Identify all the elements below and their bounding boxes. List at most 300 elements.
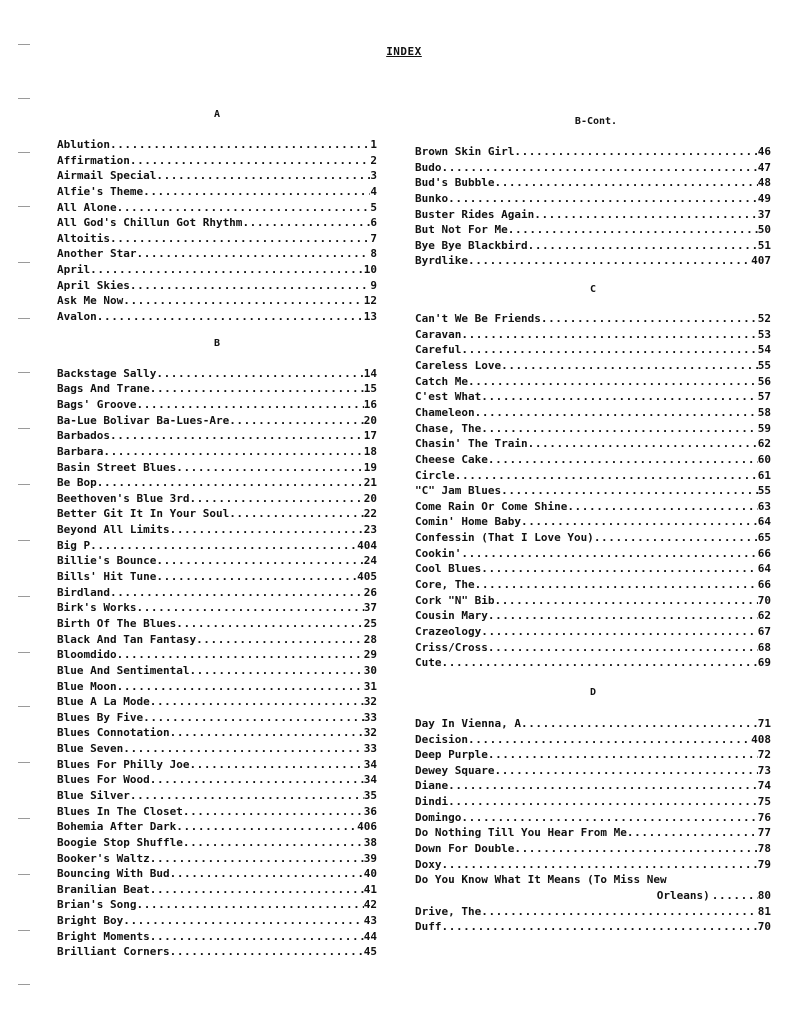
section-b-cont-entries [415, 144, 771, 269]
entry-page-number: 66 [757, 546, 771, 560]
entry-title: Birdland [57, 585, 110, 599]
entry-page-number: 81 [757, 904, 771, 918]
index-entry [57, 278, 377, 294]
index-entry [57, 506, 377, 522]
entry-title: April Skies [57, 278, 130, 292]
entry-title: Dindi [415, 795, 449, 809]
leader-dots [117, 679, 364, 695]
leader-dots [183, 835, 364, 851]
entry-title: But Not For Me [415, 223, 508, 237]
index-entry [415, 640, 771, 656]
section-letter-b: B [213, 337, 221, 349]
index-entry [415, 358, 771, 374]
leader-dots [90, 538, 357, 554]
entry-title: Cousin Mary [415, 609, 488, 623]
index-entry [415, 593, 771, 609]
index-entry [415, 577, 771, 593]
index-entry [57, 475, 377, 491]
entry-title: Can't We Be Friends [415, 312, 541, 326]
entry-page-number: 55 [757, 359, 771, 373]
entry-title: Doxy [415, 857, 442, 871]
entry-page-number: 10 [363, 263, 377, 277]
leader-dots [176, 460, 364, 476]
entry-title: Drive, The [415, 904, 482, 918]
entry-page-number: 62 [757, 437, 771, 451]
index-entry [57, 944, 377, 960]
leader-dots [136, 397, 363, 413]
entry-page-number: 68 [757, 640, 771, 654]
entry-page-number: 49 [757, 191, 771, 205]
leader-dots [521, 514, 758, 530]
entry-title: Cute [415, 656, 442, 670]
entry-page-number: 17 [363, 429, 377, 443]
index-entry [415, 763, 771, 779]
entry-title-line1: Do You Know What It Means (To Miss New [415, 873, 667, 887]
entry-page-number: 9 [370, 278, 377, 292]
entry-page-number: 55 [757, 484, 771, 498]
index-entry [415, 530, 771, 546]
leader-dots [136, 600, 363, 616]
index-entry [57, 137, 377, 153]
index-entry [415, 374, 771, 390]
entry-page-number: 25 [363, 616, 377, 630]
index-entry [57, 600, 377, 616]
index-entry [57, 866, 377, 882]
leader-dots [461, 810, 757, 826]
entry-title: Blues Connotation [57, 726, 170, 740]
leader-dots [196, 632, 364, 648]
entry-page-number: 39 [363, 851, 377, 865]
leader-dots [594, 530, 758, 546]
leader-dots [242, 215, 370, 231]
index-entry [57, 710, 377, 726]
leader-dots [501, 358, 758, 374]
index-entry [57, 184, 377, 200]
leader-dots [117, 647, 364, 663]
leader-dots [488, 640, 758, 656]
entry-title: Avalon [57, 310, 97, 324]
entry-page-number: 7 [370, 231, 377, 245]
entry-page-number: 63 [757, 499, 771, 513]
index-entry [57, 293, 377, 309]
index-entry [57, 819, 377, 835]
leader-dots [501, 483, 758, 499]
index-entry [415, 191, 771, 207]
leader-dots [567, 499, 757, 515]
entry-page-number: 53 [757, 327, 771, 341]
leader-dots [442, 655, 758, 671]
index-entry [415, 608, 771, 624]
index-entry [57, 725, 377, 741]
section-letter-c: C [589, 284, 597, 296]
entry-page-number: 33 [363, 742, 377, 756]
entry-title: Comin' Home Baby [415, 515, 521, 529]
index-entry [57, 741, 377, 757]
leader-dots [488, 747, 758, 763]
index-entry [57, 168, 377, 184]
leader-dots [461, 546, 757, 562]
index-entry [415, 468, 771, 484]
index-entry [57, 231, 377, 247]
entry-title: Chameleon [415, 405, 475, 419]
scan-edge-marks [18, 0, 32, 1036]
section-a-entries [57, 137, 377, 325]
index-entry [57, 444, 377, 460]
entry-page-number: 32 [363, 695, 377, 709]
index-entry [415, 421, 771, 437]
left-column [57, 108, 377, 960]
index-entry [57, 679, 377, 695]
leader-dots [442, 160, 758, 176]
index-entry [415, 546, 771, 562]
entry-title: C'est What [415, 390, 482, 404]
leader-dots [189, 491, 363, 507]
index-entry-wrapped [415, 872, 771, 903]
entry-title: Blue Silver [57, 788, 130, 802]
index-entry [415, 436, 771, 452]
page-title: INDEX [386, 45, 422, 58]
leader-dots [528, 436, 758, 452]
entry-title: Cork "N" Bib [415, 593, 495, 607]
index-entry [57, 757, 377, 773]
leader-dots [97, 309, 364, 325]
entry-page-number: 37 [757, 207, 771, 221]
entry-page-number: 35 [363, 788, 377, 802]
leader-dots [475, 405, 758, 421]
leader-dots [143, 710, 364, 726]
entry-page-number: 65 [757, 531, 771, 545]
leader-dots [494, 763, 757, 779]
entry-page-number: 407 [751, 254, 771, 268]
entry-title: Branilian Beat [57, 882, 150, 896]
leader-dots [481, 389, 758, 405]
entry-title: Deep Purple [415, 748, 488, 762]
index-entry [57, 616, 377, 632]
section-c-entries [415, 311, 771, 671]
leader-dots [448, 778, 758, 794]
leader-dots [130, 788, 364, 804]
entry-page-number: 80 [757, 888, 771, 902]
leader-dots [156, 553, 363, 569]
leader-dots [229, 413, 364, 429]
index-entry [415, 919, 771, 935]
leader-dots [481, 561, 758, 577]
index-entry [415, 311, 771, 327]
entry-title: Catch Me [415, 374, 468, 388]
entry-page-number: 20 [363, 491, 377, 505]
entry-title: Blues By Five [57, 710, 144, 724]
index-entry [415, 207, 771, 223]
index-entry [57, 215, 377, 231]
leader-dots [712, 888, 758, 904]
entry-page-number: 60 [757, 452, 771, 466]
entry-page-number: 19 [363, 460, 377, 474]
entry-title: Alfie's Theme [57, 184, 144, 198]
leader-dots [130, 278, 371, 294]
index-entry [415, 514, 771, 530]
leader-dots [110, 585, 364, 601]
leader-dots [521, 716, 758, 732]
entry-title: Altoitis [57, 231, 110, 245]
entry-title: Billie's Bounce [57, 554, 157, 568]
entry-title: Circle [415, 468, 455, 482]
entry-title: Budo [415, 160, 442, 174]
entry-page-number: 48 [757, 176, 771, 190]
entry-title-line2: Orleans) [656, 888, 710, 902]
leader-dots [143, 184, 370, 200]
entry-title: Crazeology [415, 624, 482, 638]
leader-dots [150, 694, 364, 710]
entry-title: Byrdlike [415, 254, 468, 268]
leader-dots [475, 577, 758, 593]
entry-page-number: 47 [757, 160, 771, 174]
leader-dots [514, 144, 757, 160]
entry-page-number: 66 [757, 578, 771, 592]
entry-page-number: 408 [751, 732, 771, 746]
leader-dots [455, 468, 758, 484]
entry-title: Bunko [415, 191, 449, 205]
leader-dots [189, 663, 363, 679]
index-entry [57, 851, 377, 867]
leader-dots [481, 904, 758, 920]
index-entry [57, 246, 377, 262]
index-entry [415, 144, 771, 160]
entry-page-number: 64 [757, 562, 771, 576]
index-entry [415, 624, 771, 640]
index-entry [57, 200, 377, 216]
index-entry [57, 397, 377, 413]
entry-title: Bye Bye Blackbird [415, 238, 528, 252]
leader-dots [468, 732, 751, 748]
entry-page-number: 72 [757, 748, 771, 762]
entry-title: Ablution [57, 138, 110, 151]
index-entry [57, 460, 377, 476]
index-entry [415, 452, 771, 468]
entry-page-number: 54 [757, 343, 771, 357]
index-entry [57, 262, 377, 278]
entry-page-number: 45 [363, 945, 377, 959]
entry-title: Blue A La Mode [57, 695, 150, 709]
index-entry [57, 569, 377, 585]
leader-dots [150, 381, 364, 397]
entry-page-number: 51 [757, 238, 771, 252]
entry-title: Caravan [415, 327, 462, 341]
entry-title: Ba-Lue Bolivar Ba-Lues-Are [57, 413, 230, 427]
leader-dots [508, 222, 758, 238]
leader-dots [150, 772, 364, 788]
entry-page-number: 70 [757, 920, 771, 934]
entry-page-number: 73 [757, 763, 771, 777]
leader-dots [170, 522, 364, 538]
entry-title: Brian's Song [57, 898, 137, 912]
entry-title: Black And Tan Fantasy [57, 632, 197, 646]
entry-title: Come Rain Or Come Shine [415, 499, 568, 513]
index-entry [57, 647, 377, 663]
entry-title: Criss/Cross [415, 640, 488, 654]
leader-dots [156, 168, 370, 184]
entry-page-number: 13 [363, 310, 377, 324]
leader-dots [176, 616, 364, 632]
leader-dots [541, 311, 758, 327]
entry-page-number: 71 [757, 716, 771, 730]
entry-title: Diane [415, 779, 449, 793]
entry-page-number: 52 [757, 312, 771, 326]
entry-title: Big P [57, 538, 91, 552]
entry-title: Booker's Waltz [57, 851, 150, 865]
entry-title: Bohemia After Dark [57, 820, 177, 834]
entry-title: Basin Street Blues [57, 460, 177, 474]
entry-title: Brilliant Corners [57, 945, 170, 959]
leader-dots [117, 200, 371, 216]
entry-page-number: 5 [370, 200, 377, 214]
index-entry [57, 882, 377, 898]
index-entry [415, 327, 771, 343]
leader-dots [481, 624, 758, 640]
leader-dots [528, 238, 758, 254]
index-entry [57, 491, 377, 507]
index-entry [57, 804, 377, 820]
leader-dots [481, 421, 758, 437]
entry-page-number: 57 [757, 390, 771, 404]
entry-page-number: 62 [757, 609, 771, 623]
index-entry [415, 825, 771, 841]
entry-page-number: 75 [757, 795, 771, 809]
leader-dots [461, 342, 757, 358]
index-entry [415, 561, 771, 577]
entry-page-number: 4 [370, 184, 377, 198]
index-entry [415, 389, 771, 405]
index-entry [415, 222, 771, 238]
entry-page-number: 20 [363, 413, 377, 427]
entry-title: Airmail Special [57, 169, 157, 183]
index-entry [415, 655, 771, 671]
entry-title: Blues In The Closet [57, 804, 183, 818]
entry-title: Ask Me Now [57, 294, 124, 308]
leader-dots [176, 819, 357, 835]
section-b-entries [57, 366, 377, 960]
leader-dots [468, 253, 751, 269]
entry-page-number: 30 [363, 663, 377, 677]
entry-page-number: 44 [363, 929, 377, 943]
entry-page-number: 37 [363, 601, 377, 615]
index-entry [415, 747, 771, 763]
leader-dots [442, 919, 758, 935]
leader-dots [110, 231, 370, 247]
leader-dots [123, 293, 364, 309]
entry-title: Bags' Groove [57, 397, 137, 411]
entry-title: Boogie Stop Shuffle [57, 835, 183, 849]
entry-page-number: 32 [363, 726, 377, 740]
entry-page-number: 78 [757, 841, 771, 855]
leader-dots [123, 913, 364, 929]
entry-page-number: 28 [363, 632, 377, 646]
entry-page-number: 70 [757, 593, 771, 607]
entry-page-number: 6 [370, 216, 377, 230]
index-entry [57, 553, 377, 569]
index-entry [57, 428, 377, 444]
entry-page-number: 69 [757, 656, 771, 670]
index-entry [415, 732, 771, 748]
section-letter-d: D [589, 686, 597, 698]
leader-dots [448, 191, 758, 207]
index-entry [57, 413, 377, 429]
entry-page-number: 58 [757, 405, 771, 419]
entry-title: Day In Vienna, A [415, 716, 521, 730]
entry-title: Decision [415, 732, 468, 746]
entry-page-number: 406 [357, 820, 377, 834]
entry-page-number: 61 [757, 468, 771, 482]
index-entry [57, 366, 377, 382]
index-entry [415, 175, 771, 191]
entry-page-number: 21 [363, 476, 377, 490]
entry-title: Beethoven's Blue 3rd [57, 491, 190, 505]
index-entry [57, 897, 377, 913]
entry-title: Confessin (That I Love You) [415, 531, 594, 545]
index-entry [415, 342, 771, 358]
index-entry [57, 663, 377, 679]
entry-title: Bud's Bubble [415, 176, 495, 190]
entry-page-number: 67 [757, 624, 771, 638]
entry-page-number: 76 [757, 810, 771, 824]
leader-dots [110, 137, 370, 153]
section-heading-b-cont: B-Cont. [574, 116, 618, 127]
leader-dots [103, 444, 363, 460]
entry-title: Birth Of The Blues [57, 616, 177, 630]
index-entry [57, 522, 377, 538]
section-d-entries [415, 716, 771, 935]
entry-title: Domingo [415, 810, 462, 824]
right-column [415, 115, 771, 935]
leader-dots [494, 175, 757, 191]
entry-page-number: 16 [363, 397, 377, 411]
index-entry [57, 929, 377, 945]
entry-page-number: 77 [757, 826, 771, 840]
entry-title: April [57, 263, 91, 277]
entry-page-number: 34 [363, 773, 377, 787]
leader-dots [170, 944, 364, 960]
entry-page-number: 24 [363, 554, 377, 568]
entry-title: Core, The [415, 578, 475, 592]
entry-page-number: 56 [757, 374, 771, 388]
entry-title: Barbara [57, 444, 104, 458]
entry-title: "C" Jam Blues [415, 484, 502, 498]
entry-page-number: 50 [757, 223, 771, 237]
entry-title: Blue Moon [57, 679, 117, 693]
entry-page-number: 23 [363, 523, 377, 537]
entry-title: Cheese Cake [415, 452, 488, 466]
leader-dots [123, 741, 364, 757]
index-entry [57, 538, 377, 554]
index-entry [415, 238, 771, 254]
entry-page-number: 12 [363, 294, 377, 308]
leader-dots [442, 857, 758, 873]
entry-title: All God's Chillun Got Rhythm [57, 216, 243, 230]
index-entry [415, 841, 771, 857]
entry-title: Be Bop [57, 476, 97, 490]
entry-title: Bright Moments [57, 929, 150, 943]
entry-title: Chasin' The Train [415, 437, 528, 451]
entry-title: Bills' Hit Tune [57, 570, 157, 584]
index-entry [57, 153, 377, 169]
entry-title: Brown Skin Girl [415, 145, 515, 158]
leader-dots [156, 569, 357, 585]
index-entry [415, 794, 771, 810]
leader-dots [627, 825, 758, 841]
entry-title: Bloomdido [57, 648, 117, 662]
entry-page-number: 79 [757, 857, 771, 871]
index-entry [415, 904, 771, 920]
leader-dots [156, 366, 363, 382]
